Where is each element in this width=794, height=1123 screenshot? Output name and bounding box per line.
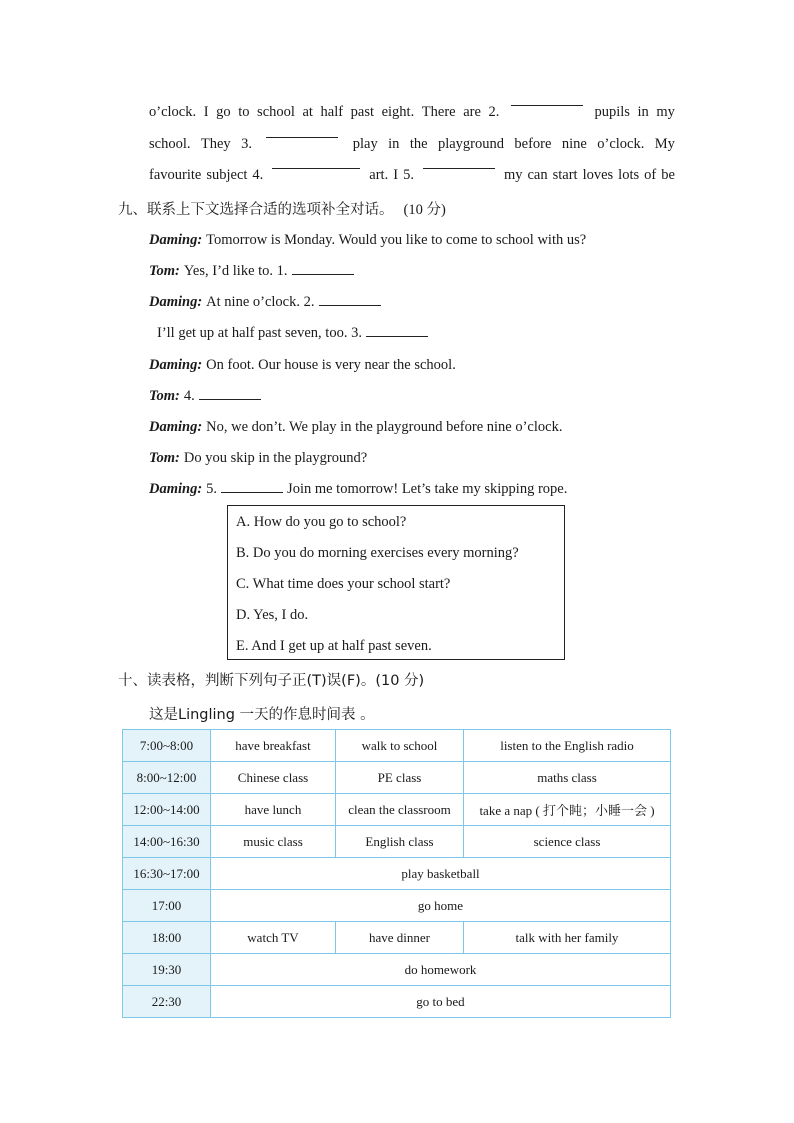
passage-word: My: [654, 136, 675, 152]
section10-intro: 这是Lingling 一天的作息时间表 。: [149, 707, 375, 723]
time-cell: 19:30: [123, 954, 211, 986]
passage-word: favourite: [149, 167, 202, 183]
speaker-name: Tom:: [149, 388, 180, 404]
table-row: [123, 826, 671, 858]
activity-cell: clean the classroom: [336, 794, 464, 826]
dialogue-text: At nine o’clock. 2.: [206, 294, 315, 310]
passage-word: go: [216, 104, 231, 120]
passage-word: nine: [561, 136, 587, 152]
passage-word: before: [514, 136, 552, 152]
answer-blank: [272, 167, 360, 169]
table-row: [123, 986, 671, 1018]
activity-cell: English class: [336, 826, 464, 858]
passage-word: school.: [149, 136, 191, 152]
passage-word: start: [552, 167, 578, 183]
dialogue-text-after: Join me tomorrow! Let’s take my skipping rope.: [287, 481, 568, 497]
answer-blank: [423, 167, 495, 169]
speaker-name: Tom:: [149, 450, 180, 466]
activity-cell: have breakfast: [211, 730, 336, 762]
activity-cell: play basketball: [211, 858, 671, 890]
passage-word: subject: [206, 167, 248, 183]
table-row: [123, 890, 671, 922]
speaker-name: Daming:: [149, 481, 203, 497]
activity-cell: go to bed: [211, 986, 671, 1018]
passage-word: at: [302, 104, 313, 120]
dialogue-line: [149, 294, 385, 311]
activity-cell: music class: [211, 826, 336, 858]
passage-word: half: [320, 104, 344, 120]
passage-word: I: [393, 167, 399, 183]
time-cell: 7:00~8:00: [123, 730, 211, 762]
passage-word: can: [527, 167, 548, 183]
passage-line-3: [149, 167, 675, 184]
time-cell: 18:00: [123, 922, 211, 954]
answer-blank: [221, 491, 283, 493]
option-d: D. Yes, I do.: [236, 607, 309, 623]
table-row: [123, 794, 671, 826]
activity-cell: do homework: [211, 954, 671, 986]
option-a: A. How do you go to school?: [236, 514, 407, 530]
passage-word: be: [661, 167, 675, 183]
passage-word: 3.: [241, 136, 252, 152]
passage-word: 5.: [403, 167, 414, 183]
dialogue-text: Do you skip in the playground?: [183, 450, 368, 466]
passage-word: in: [637, 104, 649, 120]
dialogue-line: [149, 481, 567, 498]
passage-line-1: [149, 104, 675, 121]
passage-word: o’clock.: [149, 104, 197, 120]
passage-word: I: [203, 104, 209, 120]
passage-word: past: [350, 104, 375, 120]
section9-heading: [118, 198, 446, 219]
activity-cell: science class: [464, 826, 671, 858]
answer-blank: [266, 136, 338, 138]
option-c: C. What time does your school start?: [236, 576, 451, 592]
table-row: [123, 922, 671, 954]
speaker-name: Tom:: [149, 263, 180, 279]
passage-word: They: [200, 136, 231, 152]
activity-cell: go home: [211, 890, 671, 922]
speaker-name: Daming:: [149, 232, 203, 248]
options-box: [227, 505, 565, 660]
dialogue-line: [149, 263, 358, 280]
passage-word: 4.: [252, 167, 264, 183]
dialogue-line: [149, 419, 562, 436]
passage-word: eight.: [381, 104, 415, 120]
passage-word: There: [421, 104, 456, 120]
dialogue-text: Yes, I’d like to. 1.: [183, 263, 288, 279]
time-cell: 12:00~14:00: [123, 794, 211, 826]
passage-word: of: [644, 167, 657, 183]
time-cell: 22:30: [123, 986, 211, 1018]
option-e: E. And I get up at half past seven.: [236, 638, 432, 654]
activity-cell: maths class: [464, 762, 671, 794]
section10-heading: 十、读表格，判断下列句子正(T)误(F)。(10 分): [118, 673, 425, 689]
passage-word: playground: [437, 136, 505, 152]
activity-cell: walk to school: [336, 730, 464, 762]
dialogue-text: On foot. Our house is very near the school.: [206, 357, 456, 373]
activity-cell: watch TV: [211, 922, 336, 954]
answer-blank: [511, 104, 583, 106]
passage-word: loves: [582, 167, 614, 183]
activity-cell: have dinner: [336, 922, 464, 954]
passage-word: my: [503, 167, 523, 183]
speaker-name: Daming:: [149, 419, 203, 435]
dialogue-line: [149, 450, 367, 467]
option-b: B. Do you do morning exercises every morning?: [236, 545, 519, 561]
passage-word: lots: [618, 167, 640, 183]
passage-word: o’clock.: [597, 136, 645, 152]
table-row: [123, 730, 671, 762]
answer-blank: [292, 273, 354, 275]
table-row: [123, 954, 671, 986]
time-cell: 16:30~17:00: [123, 858, 211, 890]
answer-blank: [199, 398, 261, 400]
activity-cell: Chinese class: [211, 762, 336, 794]
passage-word: the: [409, 136, 428, 152]
activity-cell: talk with her family: [464, 922, 671, 954]
passage-word: are: [463, 104, 481, 120]
activity-cell: take a nap ( 打个盹；小睡一会 ): [464, 794, 671, 826]
passage-line-2: [149, 136, 675, 153]
passage-word: my: [656, 104, 675, 120]
dialogue-line: [157, 325, 432, 342]
dialogue-text: Tomorrow is Monday. Would you like to come to school with us?: [206, 232, 587, 248]
dialogue-line: [149, 388, 265, 405]
passage-word: school: [257, 104, 295, 120]
answer-blank: [366, 335, 428, 337]
activity-cell: PE class: [336, 762, 464, 794]
dialogue-text: I’ll get up at half past seven, too. 3.: [157, 325, 362, 341]
passage-word: play: [352, 136, 378, 152]
speaker-name: Daming:: [149, 294, 203, 310]
passage-word: art.: [369, 167, 389, 183]
table-row: [123, 762, 671, 794]
time-cell: 17:00: [123, 890, 211, 922]
passage-word: pupils: [594, 104, 630, 120]
time-cell: 14:00~16:30: [123, 826, 211, 858]
answer-blank: [319, 304, 381, 306]
activity-cell: listen to the English radio: [464, 730, 671, 762]
speaker-name: Daming:: [149, 357, 203, 373]
activity-cell: have lunch: [211, 794, 336, 826]
schedule-table: [122, 729, 671, 1018]
time-cell: 8:00~12:00: [123, 762, 211, 794]
section9-title: 九、联系上下文选择合适的选项补全对话。: [118, 202, 394, 218]
dialogue-text: 5.: [206, 481, 218, 497]
passage-word: to: [238, 104, 250, 120]
passage-word: 2.: [488, 104, 500, 120]
dialogue-line: [149, 232, 586, 249]
section9-points: (10 分): [403, 202, 446, 218]
table-row: [123, 858, 671, 890]
dialogue-text: 4.: [183, 388, 195, 404]
dialogue-text: No, we don’t. We play in the playground before nine o’clock.: [206, 419, 563, 435]
dialogue-line: [149, 357, 456, 374]
passage-word: in: [388, 136, 400, 152]
